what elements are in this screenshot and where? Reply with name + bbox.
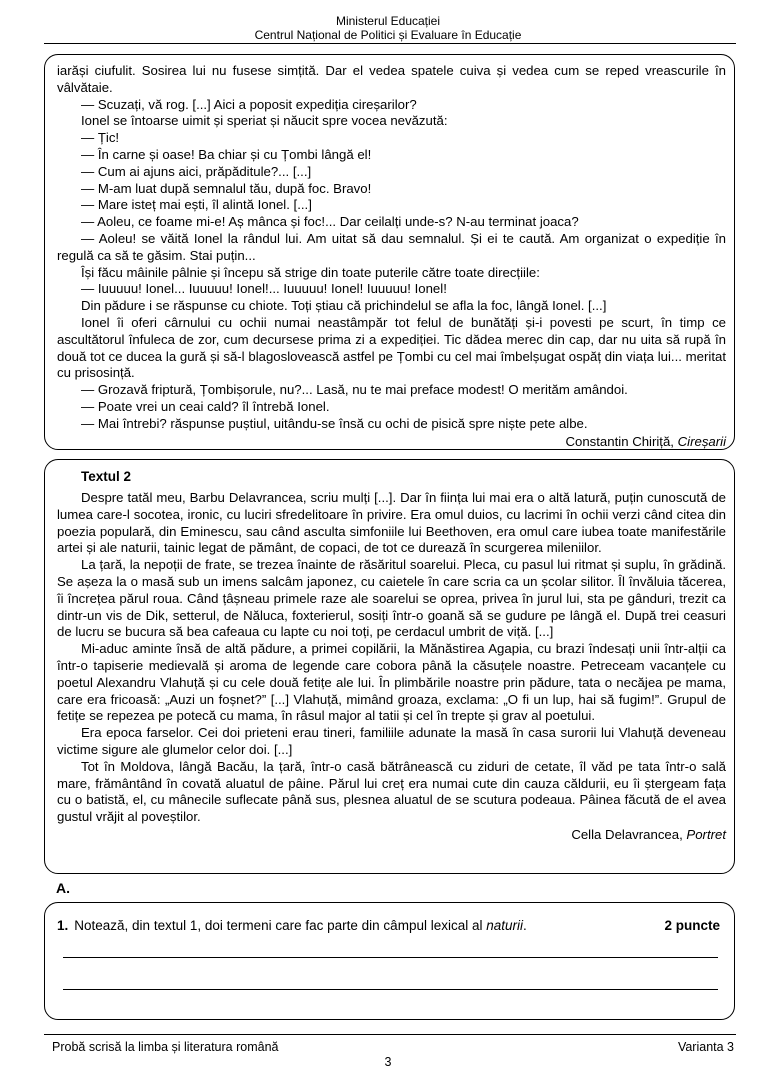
text1-box	[44, 54, 735, 450]
header-divider	[44, 43, 736, 44]
question-keyword: naturii	[486, 918, 524, 933]
ministry-name: Ministerul Educației	[335, 14, 441, 28]
question-box	[44, 902, 735, 1020]
text1-line: — M-am luat după semnalul tău, după foc. Bravo!	[81, 180, 372, 196]
section-label: A.	[56, 880, 70, 896]
text2-paragraph: Mi-aduc aminte însă de altă pădure, a primei copilării, la Mănăstirea Agapia, cu brazi îndesați unii într-alții ca într-o tapiserie medievală și aroma de legende care cobora până la căsuțele noastre. Petreceam vacanțele cu poetul Alexandru Vlahuță și cu cele două fetițe ale lui. În plimbările noastre prin pădure, tata o necăjea pe mama, care era fricoasă: „Auzi un foșnet?” [...] Vlahuță, mimând groaza, exclama: „O fi un lup, hai să fugim!”. Grupul de fetițe se repezea pe potecă cu mama, în râsul major al tatii și cel în trepte și grav al poetului.	[57, 641, 726, 724]
text2-paragraph: Era epoca farselor. Cei doi prieteni erau tineri, familiile adunate la masă în casa surorii lui Vlahuță deveneau victime sigure ale glumelor celor doi. [...]	[57, 725, 726, 757]
question-number: 1.	[57, 918, 69, 933]
question-text	[57, 917, 527, 935]
text2-paragraph: Tot în Moldova, lângă Bacău, la țară, într-o casă bătrânească cu ziduri de cetate, îl văd pe tata într-o sală mare, frământând în covată aluatul de pâine. Părul lui creț era numai cute din cauza căldurii, eu îi ștergeam fața cu o batistă, el, cu mânecile suflecate până sus, plesnea aluatul de se scutura podeaua. Pâinea făcută de el avea gustul vrăjit al poveștilor.	[57, 758, 726, 825]
text1-line: Ionel se întoarse uimit și speriat și năucit spre vocea nevăzută:	[81, 113, 448, 129]
text1-line: — Iuuuuu! Ionel... Iuuuuu! Ionel!... Iuuuuu! Ionel! Iuuuuu! Ionel!	[81, 281, 447, 297]
text1-work: Cireșarii	[677, 433, 726, 449]
answer-line[interactable]	[63, 957, 718, 958]
question-points: 2 puncte	[664, 918, 720, 933]
text1-line: — Scuzați, vă rog. [...] Aici a poposit expediția cireșarilor?	[81, 96, 417, 112]
text1-attribution	[57, 434, 726, 451]
text1-line: — Cum ai ajuns aici, prăpăditule?... [...]	[81, 163, 312, 179]
answer-line[interactable]	[63, 989, 718, 990]
text1-author: Constantin Chiriță,	[565, 433, 678, 449]
text1-line: Ionel îi oferi cârnului cu ochii numai neastâmpăr tot felul de bunătăți și-i povesti pe scurt, în timp ce ascultătorul înfuleca de zor, cum decursese prima zi a expediției. Tic dădea merec din cap, dar nu uita să rupă în două tot ce ducea la gură și să-l blagoslovească astfel pe Țombi cu cel mai îmbelșugat ospăț din viața lui... meritat cu prisosință.	[57, 314, 726, 381]
text2-title: Textul 2	[81, 469, 132, 484]
text1-line: — Grozavă friptură, Țombișorule, nu?... Lasă, nu te mai preface modest! O merităm amândoi.	[81, 382, 628, 398]
text1-line: — Aoleu! se văită Ionel la rândul lui. Am uitat să dau semnalul. Și ei te caută. Am organizat o expediție în regulă ca să te găsim. Stai puțin...	[57, 230, 726, 263]
text1-line: — Poate vrei un ceai cald? îl întrebă Ionel.	[81, 398, 330, 414]
text1-line: — Mare isteț mai ești, îl alintă Ionel. [...]	[81, 197, 312, 213]
footer-variant: Varianta 3	[677, 1040, 734, 1054]
text2-attribution	[57, 827, 726, 844]
footer-divider	[44, 1034, 736, 1035]
page-number: 3	[384, 1055, 392, 1069]
text2-box	[44, 459, 735, 874]
center-name: Centrul Național de Politici și Evaluare în Educație	[254, 28, 522, 42]
text1-line: Din pădure i se răspunse cu chiote. Toți știau că prichindelul se afla la foc, lângă Ionel. [...]	[81, 298, 607, 314]
text2-author: Cella Delavrancea,	[571, 826, 687, 842]
text1-line: Își făcu mâinile pâlnie și începu să strige din toate puterile către toate direcțiile:	[81, 264, 540, 280]
text1-line: — Țic!	[81, 130, 120, 146]
question-row	[57, 917, 720, 935]
page-header	[0, 14, 776, 42]
footer-exam-name: Probă scrisă la limba și literatura română	[52, 1040, 279, 1054]
text2-paragraph: La țară, la nepoții de frate, se trezea înainte de răsăritul soarelui. Pleca, cu pasul lui ritmat și suplu, în grădină. Se așeza la o masă sub un imens salcâm japonez, cu caietele în care scria ca un școlar silitor. Îl învăluia tăcerea, îi încrețea părul roua. Când țâșneau primele raze ale soarelui se oprea, privea în jurul lui, sta pe gânduri, trezit ca dintr-un vis de Dik, setterul, de Năluca, foxterierul, sosiți într-o goană să se gudure pe lângă el. După trei ceasuri de lucru se bucura să bea cafeaua cu lapte cu noi toți, pe cerdacul umbrit de viță. [...]	[57, 557, 726, 640]
text1-line: — În carne și oase! Ba chiar și cu Țombi lângă el!	[81, 146, 372, 162]
text1-line: — Aoleu, ce foame mi-e! Aș mânca și foc!... Dar ceilalți unde-s? N-au terminat joaca?	[81, 214, 579, 230]
question-end: .	[523, 918, 527, 933]
text2-work: Portret	[686, 826, 726, 842]
question-prompt: Notează, din textul 1, doi termeni care fac parte din câmpul lexical al	[74, 918, 487, 933]
text2-paragraph: Despre tatăl meu, Barbu Delavrancea, scriu mulți [...]. Dar în ființa lui mai era o altă latură, puțin cunoscută de lumea care-l socotea, ironic, cu luciri sfredelitoare în privire. Era omul duios, cu lacrimi în ochii verzi când citea din poezia populară, din Eminescu, sau când asculta simfoniile lui Beethoven, era omul care iubea toate manifestările artei și ale naturii, tainic legat de pământ, de copaci, de tot ce durează în scurgerea mileniilor.	[57, 490, 726, 556]
text1-line: iarăși ciufulit. Sosirea lui nu fusese simțită. Dar el vedea spatele cuiva și vedea cum se reped vreascurile în vâlvătaie.	[57, 63, 726, 95]
text1-line: — Mai întrebi? răspunse puștiul, uitându-se însă cu ochi de pisică spre niște pete albe.	[81, 415, 588, 431]
